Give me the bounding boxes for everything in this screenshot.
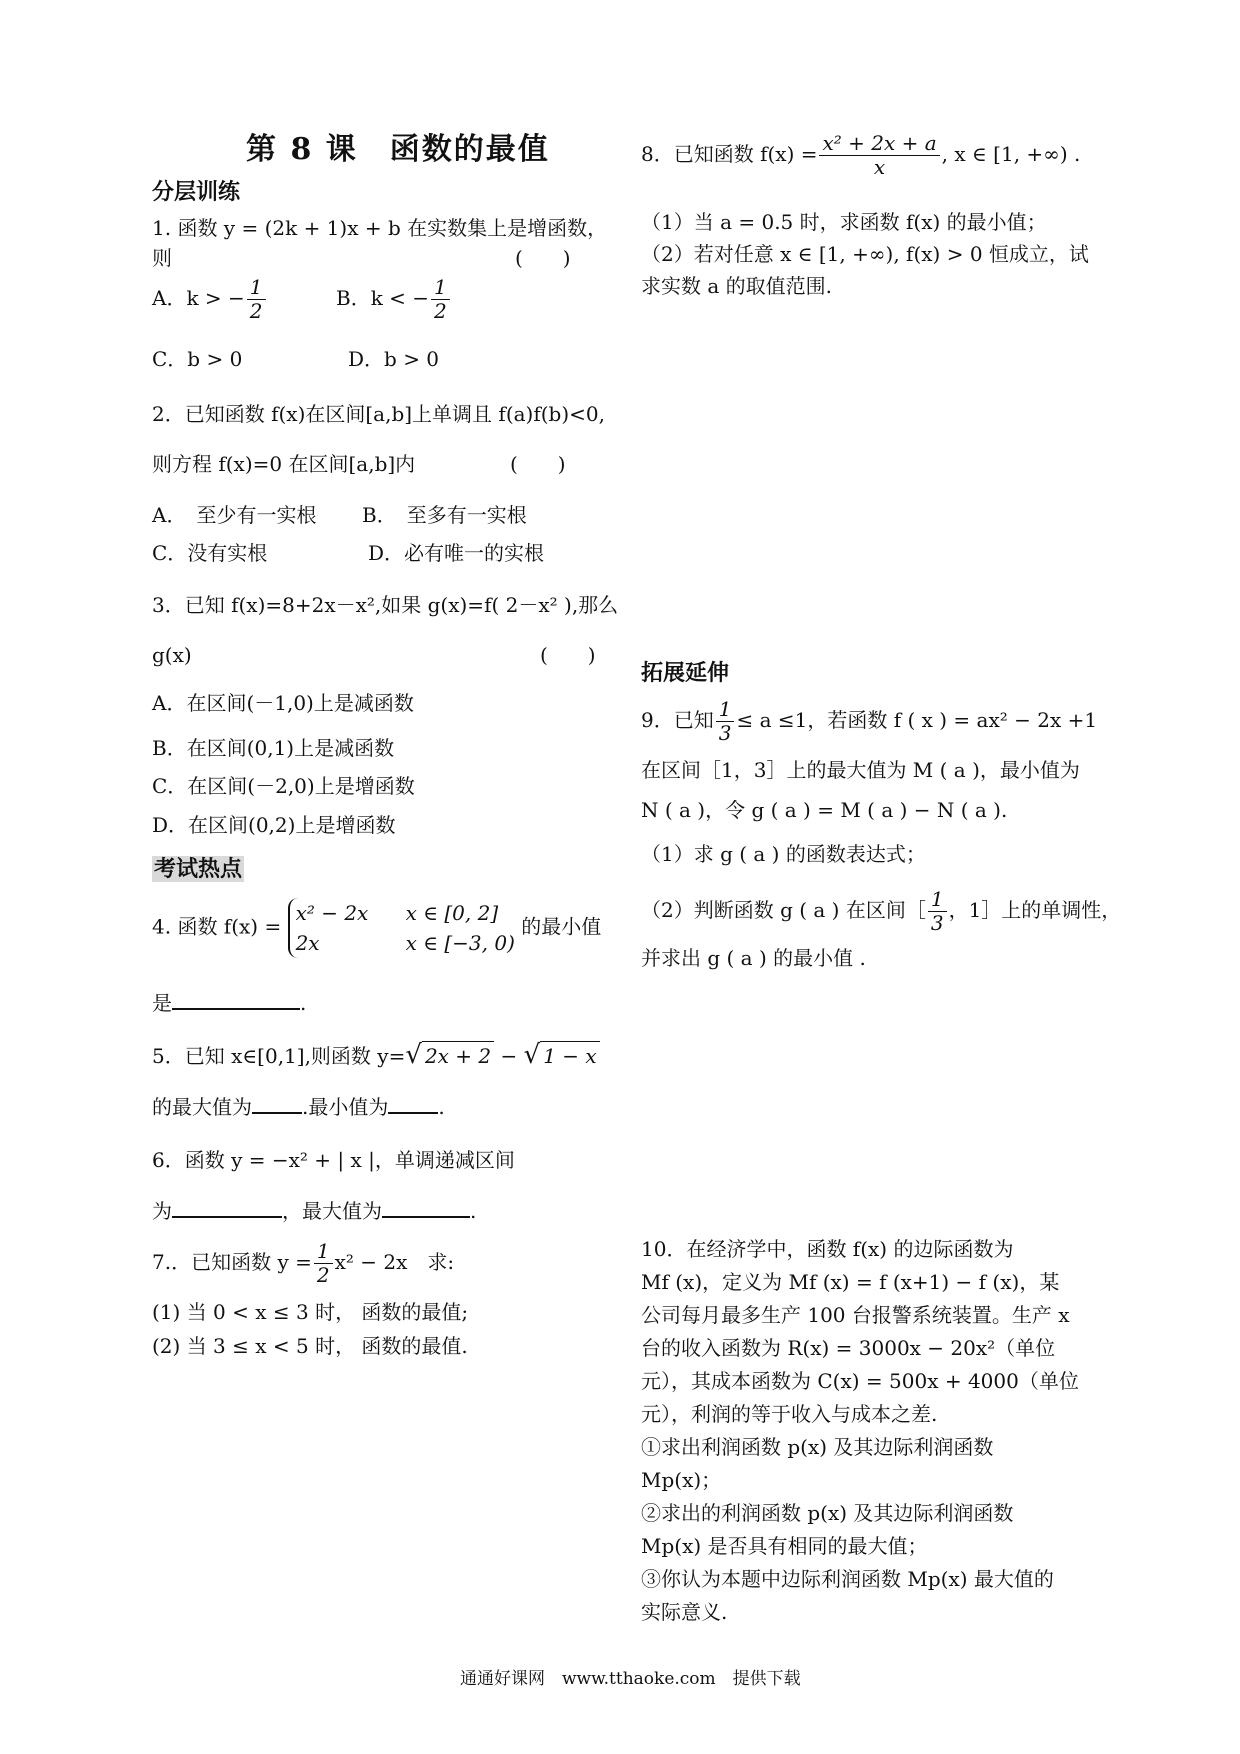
- fraction-numerator: 1: [431, 276, 450, 300]
- fraction-denominator: 3: [930, 911, 944, 935]
- sqrt-icon: √: [405, 1040, 422, 1070]
- answer-blank[interactable]: [172, 988, 300, 1010]
- section-heading-extend: 拓展延伸: [641, 660, 730, 686]
- fraction: [819, 132, 939, 179]
- q3-option-d: D．在区间(0,2)上是增函数: [152, 813, 396, 837]
- page-title: 第 8 课 函数的最值: [246, 132, 550, 167]
- q2-option-d: D．必有唯一的实根: [368, 541, 545, 565]
- q3-option-a: A．在区间(－1,0)上是减函数: [152, 691, 414, 715]
- fraction: [247, 276, 266, 323]
- page-footer: 通通好课网 www.tthaoke.com 提供下载: [460, 1669, 801, 1689]
- fraction-numerator: 1: [928, 888, 947, 912]
- q9-part2-a: （2）判断函数 g ( a ) 在区间［: [641, 898, 926, 922]
- q3-line1: 3．已知 f(x)=8+2x－x²,如果 g(x)=f( 2－x² ),那么: [152, 593, 619, 617]
- section-heading-training: 分层训练: [152, 179, 241, 205]
- fraction-denominator: 2: [434, 299, 447, 323]
- answer-blank[interactable]: [388, 1092, 438, 1114]
- case2-expr: 2x: [295, 931, 320, 955]
- fraction-denominator: x: [873, 155, 886, 179]
- q1-cont: 则: [152, 246, 172, 270]
- radicand-2: 1 − x: [540, 1041, 599, 1070]
- q3-line2: g(x): [152, 643, 192, 667]
- fraction: [431, 276, 450, 323]
- q2-option-a: A． 至少有一实根: [152, 503, 317, 527]
- q7-prefix: 7.．已知函数 y =: [152, 1250, 312, 1274]
- q8-part1: （1）当 a = 0.5 时，求函数 f(x) 的最小值；: [641, 210, 1047, 234]
- q4-suffix: 的最小值: [521, 914, 602, 939]
- q6-max-label: ，最大值为: [282, 1199, 382, 1223]
- fraction-numerator: x² + 2x + a: [819, 132, 939, 156]
- q10-line3: 公司每月最多生产 100 台报警系统装置。生产 x: [641, 1303, 1070, 1327]
- q8-suffix: , x ∈ [1, +∞) .: [941, 142, 1081, 166]
- q1-option-a: [152, 276, 268, 323]
- q2-line1: 2．已知函数 f(x)在区间[a,b]上单调且 f(a)f(b)<0,: [152, 402, 605, 426]
- q5-prefix: 5．已知 x∈[0,1],则函数 y=: [152, 1044, 406, 1068]
- q5-line1: [152, 1041, 600, 1070]
- q8-line1: [641, 132, 1080, 179]
- q10-line8: Mp(x)；: [641, 1468, 722, 1492]
- q9-line1: [641, 698, 1097, 745]
- q3-answer-paren: ( ): [540, 643, 596, 667]
- q2-answer-paren: ( ): [510, 452, 566, 476]
- q7-line1: [152, 1240, 454, 1287]
- q2-line2: 则方程 f(x)=0 在区间[a,b]内: [152, 452, 416, 476]
- fraction-numerator: 1: [247, 276, 266, 300]
- q8-prefix: 8．已知函数 f(x) =: [641, 142, 818, 166]
- q7-part1: (1) 当 0 < x ≤ 3 时， 函数的最值;: [152, 1300, 469, 1324]
- q10-line2: Mf (x)，定义为 Mf (x) = f (x+1) − f (x)，某: [641, 1270, 1060, 1294]
- q3-option-c: C．在区间(－2,0)上是增函数: [152, 774, 415, 798]
- q9-part2: [641, 888, 1121, 935]
- q5-line2: [152, 1092, 445, 1121]
- fraction-denominator: 2: [249, 299, 263, 323]
- q9-line3: N ( a )，令 g ( a ) = M ( a ) − N ( a ).: [641, 798, 1008, 822]
- q4-line2: [152, 988, 306, 1017]
- fraction: [716, 698, 735, 745]
- q3-option-b: B．在区间(0,1)上是减函数: [152, 736, 395, 760]
- sqrt-icon: √: [523, 1040, 541, 1070]
- answer-blank[interactable]: [252, 1092, 302, 1114]
- q1-answer-paren: ( ): [515, 246, 571, 270]
- q8-part3: 求实数 a 的取值范围.: [641, 274, 832, 298]
- case1-expr: x² − 2x: [295, 901, 369, 925]
- section-heading-exam: [152, 852, 244, 883]
- piecewise-brace: [288, 898, 515, 958]
- q10-line11: ③你认为本题中边际利润函数 Mp(x) 最大值的: [641, 1567, 1054, 1591]
- q5-end: .: [438, 1095, 445, 1119]
- q1-option-c: C．b > 0: [152, 347, 243, 371]
- q7-suffix: x² − 2x 求:: [334, 1250, 455, 1274]
- q6-end: .: [470, 1199, 477, 1223]
- q9-part1: （1）求 g ( a ) 的函数表达式；: [641, 842, 926, 866]
- q10-line5: 元），其成本函数为 C(x) = 500x + 4000（单位: [641, 1369, 1079, 1393]
- q10-line10: Mp(x) 是否具有相同的最大值；: [641, 1534, 928, 1558]
- q10-line6: 元），利润的等于收入与成本之差.: [641, 1402, 938, 1426]
- q10-line9: ②求出的利润函数 p(x) 及其边际利润函数: [641, 1501, 1014, 1525]
- fraction-numerator: 1: [314, 1240, 333, 1264]
- q5-max-label: 的最大值为: [152, 1095, 252, 1119]
- q6-line1: 6．函数 y = −x² + | x |，单调递减区间: [152, 1148, 515, 1172]
- fraction-denominator: 2: [316, 1263, 330, 1287]
- q1-text: 1. 函数 y = (2k + 1)x + b 在实数集上是增函数，: [152, 216, 608, 240]
- q2-option-c: C．没有实根: [152, 541, 268, 565]
- q7-part2: (2) 当 3 ≤ x < 5 时， 函数的最值.: [152, 1334, 468, 1358]
- q9-part2-b: ，1］上的单调性，: [948, 898, 1122, 922]
- case2-domain: x ∈ [−3, 0): [405, 931, 515, 955]
- q9-prefix: 9．已知: [641, 708, 714, 732]
- q1-option-b-text: B．k < −: [336, 286, 430, 310]
- q2-option-b: B． 至多有一实根: [362, 503, 527, 527]
- q9-line2: 在区间［1，3］上的最大值为 M ( a )，最小值为: [641, 758, 1080, 782]
- q10-line4: 台的收入函数为 R(x) = 3000x − 20x²（单位: [641, 1336, 1056, 1360]
- q1-option-d: D．b > 0: [348, 347, 440, 371]
- answer-blank[interactable]: [382, 1196, 470, 1218]
- q4-end: .: [300, 991, 307, 1015]
- q9-line1-rest: ≤ a ≤1，若函数 f ( x ) = ax² − 2x +1: [736, 708, 1098, 732]
- q8-part2: （2）若对任意 x ∈ [1, +∞), f(x) > 0 恒成立，试: [641, 242, 1089, 266]
- q10-line1: 10．在经济学中，函数 f(x) 的边际函数为: [641, 1237, 1014, 1261]
- q5-min-label: .最小值为: [302, 1095, 389, 1119]
- radicand-1: 2x + 2: [422, 1041, 494, 1070]
- fraction: [314, 1240, 333, 1287]
- q1-option-b: [336, 276, 452, 323]
- q4-prefix: 4. 函数 f(x) =: [152, 914, 282, 939]
- answer-blank[interactable]: [172, 1196, 282, 1218]
- q6-line2: [152, 1196, 476, 1225]
- q4-line2-text: 是: [152, 991, 172, 1015]
- q1-option-a-text: A．k > −: [152, 286, 245, 310]
- q5-minus: −: [500, 1044, 518, 1068]
- q4-text: [152, 898, 601, 958]
- q10-line12: 实际意义.: [641, 1600, 728, 1624]
- q6-interval-label: 为: [152, 1199, 172, 1223]
- fraction-denominator: 3: [718, 721, 732, 745]
- q10-line7: ①求出利润函数 p(x) 及其边际利润函数: [641, 1435, 994, 1459]
- fraction: [928, 888, 947, 935]
- fraction-numerator: 1: [716, 698, 735, 722]
- case1-domain: x ∈ [0, 2]: [405, 901, 499, 925]
- q9-part3: 并求出 g ( a ) 的最小值 .: [641, 946, 866, 970]
- section-heading-exam-text: 考试热点: [154, 856, 243, 882]
